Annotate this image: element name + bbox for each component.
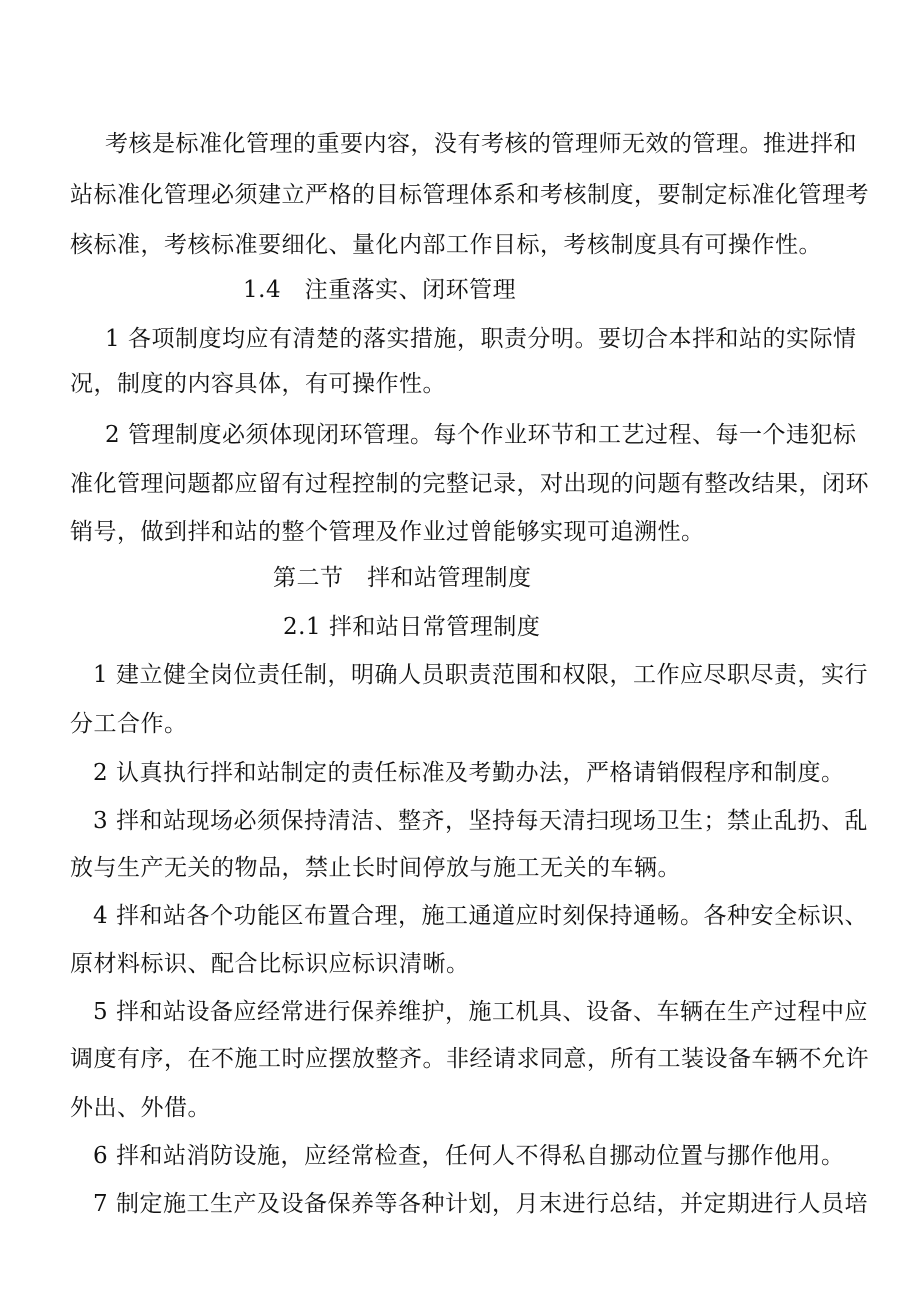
paragraph-intro-line-1: 考核是标准化管理的重要内容，没有考核的管理师无效的管理。推进拌和 bbox=[105, 131, 857, 157]
heading-2-1: 2.1 拌和站日常管理制度 bbox=[283, 614, 541, 640]
chapter-title: 第二节 拌和站管理制度 bbox=[273, 565, 532, 591]
item-2-1-3-line-1: 3 拌和站现场必须保持清洁、整齐，坚持每天清扫现场卫生；禁止乱扔、乱 bbox=[93, 808, 868, 834]
item-2-1-2-line-1: 2 认真执行拌和站制定的责任标准及考勤办法，严格请销假程序和制度。 bbox=[93, 760, 845, 786]
paragraph-intro-line-3: 核标准，考核标准要细化、量化内部工作目标，考核制度具有可操作性。 bbox=[70, 232, 822, 258]
item-2-1-7-line-1: 7 制定施工生产及设备保养等各种计划，月末进行总结，并定期进行人员培 bbox=[93, 1191, 868, 1217]
item-2-1-1-line-2: 分工合作。 bbox=[70, 711, 188, 737]
item-2-1-4-line-1: 4 拌和站各个功能区布置合理，施工通道应时刻保持通畅。各种安全标识、 bbox=[93, 903, 868, 929]
item-2-1-5-line-2: 调度有序，在不施工时应摆放整齐。非经请求同意，所有工装设备车辆不允许 bbox=[70, 1046, 869, 1072]
item-2-1-5-line-1: 5 拌和站设备应经常进行保养维护，施工机具、设备、车辆在生产过程中应 bbox=[93, 999, 868, 1025]
item-2-1-1-line-1: 1 建立健全岗位责任制，明确人员职责范围和权限，工作应尽职尽责，实行 bbox=[93, 662, 868, 688]
heading-1-4: 1.4 注重落实、闭环管理 bbox=[243, 277, 517, 303]
item-1-4-1-line-1: 1 各项制度均应有清楚的落实措施，职责分明。要切合本拌和站的实际情 bbox=[105, 326, 857, 352]
item-1-4-1-line-2: 况，制度的内容具体，有可操作性。 bbox=[70, 371, 446, 397]
item-1-4-2-line-2: 准化管理问题都应留有过程控制的完整记录，对出现的问题有整改结果，闭环 bbox=[70, 471, 869, 497]
item-2-1-6-line-1: 6 拌和站消防设施，应经常检查，任何人不得私自挪动位置与挪作他用。 bbox=[93, 1143, 845, 1169]
paragraph-intro-line-2: 站标准化管理必须建立严格的目标管理体系和考核制度，要制定标准化管理考 bbox=[70, 182, 869, 208]
item-2-1-5-line-3: 外出、外借。 bbox=[70, 1095, 211, 1121]
item-2-1-4-line-2: 原材料标识、配合比标识应标识清晰。 bbox=[70, 951, 470, 977]
item-1-4-2-line-1: 2 管理制度必须体现闭环管理。每个作业环节和工艺过程、每一个违犯标 bbox=[105, 422, 857, 448]
item-2-1-3-line-2: 放与生产无关的物品，禁止长时间停放与施工无关的车辆。 bbox=[70, 855, 681, 881]
item-1-4-2-line-3: 销号，做到拌和站的整个管理及作业过曾能够实现可追溯性。 bbox=[70, 519, 705, 545]
